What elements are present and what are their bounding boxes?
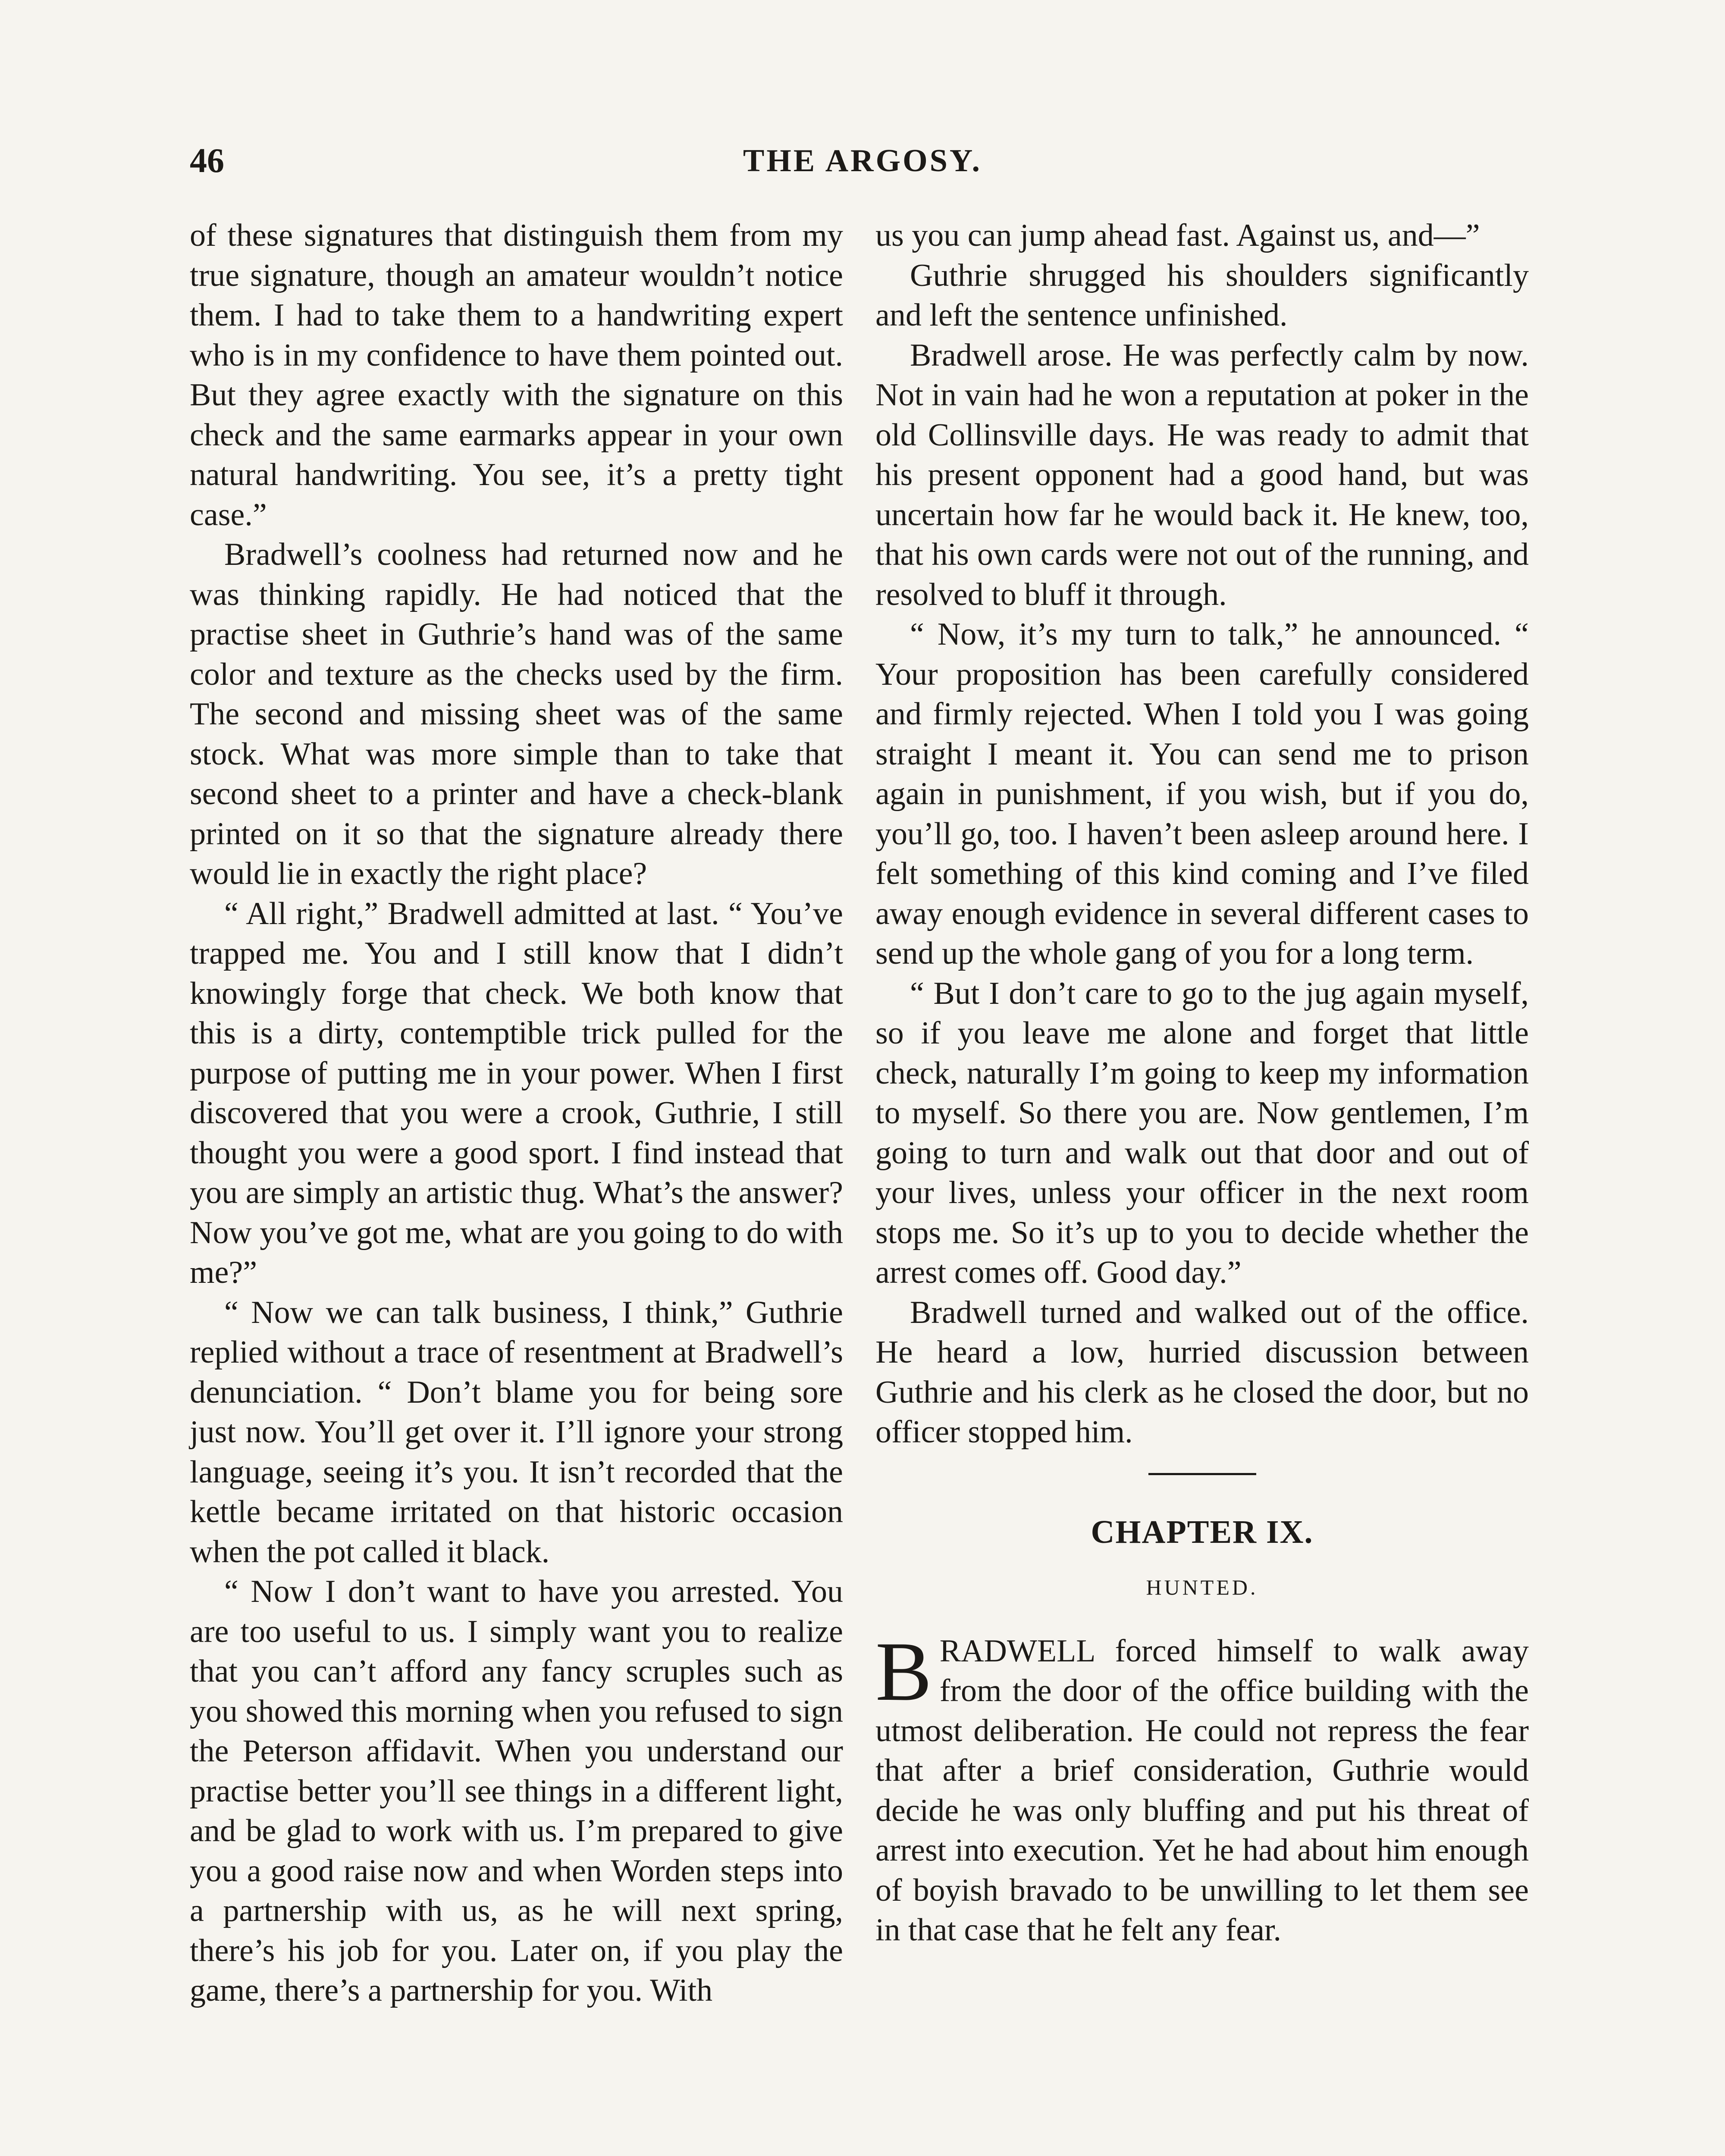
paragraph: “ All right,” Bradwell admitted at last. “ You’ve trapped me. You and I still know that I didn’t knowingly forge that check. We both know that this is a dirty, contemptible trick pulled for the purpose of putting me in your power. When I first discovered that you were a crook, Guthrie, I still thought you were a good sport. I find instead that you are simply an artistic thug. What’s the answer? Now you’ve got me, what are you going to do with me?” xyxy=(190,896,843,1290)
drop-cap: B xyxy=(875,1624,932,1718)
right-column xyxy=(875,216,1529,1950)
paragraph: “ Now, it’s my turn to talk,” he announced. “ Your proposition has been carefully considered and firmly rejected. When I told you I was going straight I meant it. You can send me to prison again in punishment, if you wish, but if you do, you’ll go, too. I haven’t been asleep around here. I felt something of this kind coming and I’ve filed away enough evidence in several different cases to send up the whole gang of you for a long term. xyxy=(875,617,1529,971)
section-divider xyxy=(1148,1473,1256,1475)
page-header xyxy=(0,137,1725,185)
chapter-body xyxy=(875,1624,1529,1950)
paragraph: Bradwell turned and walked out of the office. He heard a low, hurried discussion between Guthrie and his clerk as he closed the door, but no officer stopped him. xyxy=(875,1294,1529,1450)
paragraph: us you can jump ahead fast. Against us, and—” xyxy=(875,218,1480,253)
paragraph: “ But I don’t care to go to the jug again myself, so if you leave me alone and forget that little check, naturally I’m going to keep my information to myself. So there you are. Now gentlemen, I’m going to turn and walk out that door and out of your lives, unless your officer in the next room stops me. So it’s up to you to decide whether the arrest comes off. Good day.” xyxy=(875,975,1529,1290)
paragraph: Bradwell arose. He was perfectly calm by now. Not in vain had he won a reputation at poker in the old Collinsville days. He was ready to admit that his present opponent had a good hand, but was uncertain how far he would back it. He knew, too, that his own cards were not out of the running, and resolved to bluff it through. xyxy=(875,337,1529,612)
paragraph: “ Now we can talk business, I think,” Guthrie replied without a trace of resentment at Bradwell’s denunciation. “ Don’t blame you for being sore just now. You’ll get over it. I’ll ignore your strong language, seeing it’s you. It isn’t recorded that the kettle became irritated on that historic occasion when the pot called it black. xyxy=(190,1294,843,1570)
paragraph: Guthrie shrugged his shoulders significantly and left the sentence unfinished. xyxy=(875,257,1529,333)
paragraph: “ Now I don’t want to have you arrested. You are too useful to us. I simply want you to realize that you can’t afford any fancy scruples such as you showed this morning when you refused to sign the Peterson affidavit. When you understand our practise better you’ll see things in a different light, and be glad to work with us. I’m prepared to give you a good raise now and when Worden steps into a partnership with us, as he will next spring, there’s his job for you. Later on, if you play the game, there’s a partnership for you. With xyxy=(190,1574,843,2008)
chapter-subtitle: HUNTED. xyxy=(1146,1575,1258,1599)
chapter-first-paragraph xyxy=(875,1624,1529,1950)
paragraph: Bradwell’s coolness had returned now and he was thinking rapidly. He had noticed that the practise sheet in Guthrie’s hand was of the same color and texture as the checks used by the firm. The second and missing sheet was of the same stock. What was more simple than to take that second sheet to a printer and have a check-blank printed on it so that the signature already there would lie in exactly the right place? xyxy=(190,537,843,891)
left-column xyxy=(190,216,843,2011)
running-head: THE ARGOSY. xyxy=(743,143,982,179)
paragraph: of these signatures that distinguish them from my true signature, though an amateur wouldn’t notice them. I had to take them to a handwriting expert who is in my confidence to have them pointed out. But they agree exactly with the signature on this check and the same earmarks appear in your own natural handwriting. You see, it’s a pretty tight case.” xyxy=(190,218,843,533)
chapter-paragraph-text: RADWELL forced himself to walk away from the door of the office building with the utmost deliberation. He could not repress the fear that after a brief consideration, Guthrie would decide he was only bluffing and put his threat of arrest into execution. Yet he had about him enough of boyish bravado to be unwilling to let them see in that case that he felt any fear. xyxy=(875,1633,1529,1948)
page-number: 46 xyxy=(190,142,224,180)
chapter-title: CHAPTER IX. xyxy=(1091,1514,1314,1550)
